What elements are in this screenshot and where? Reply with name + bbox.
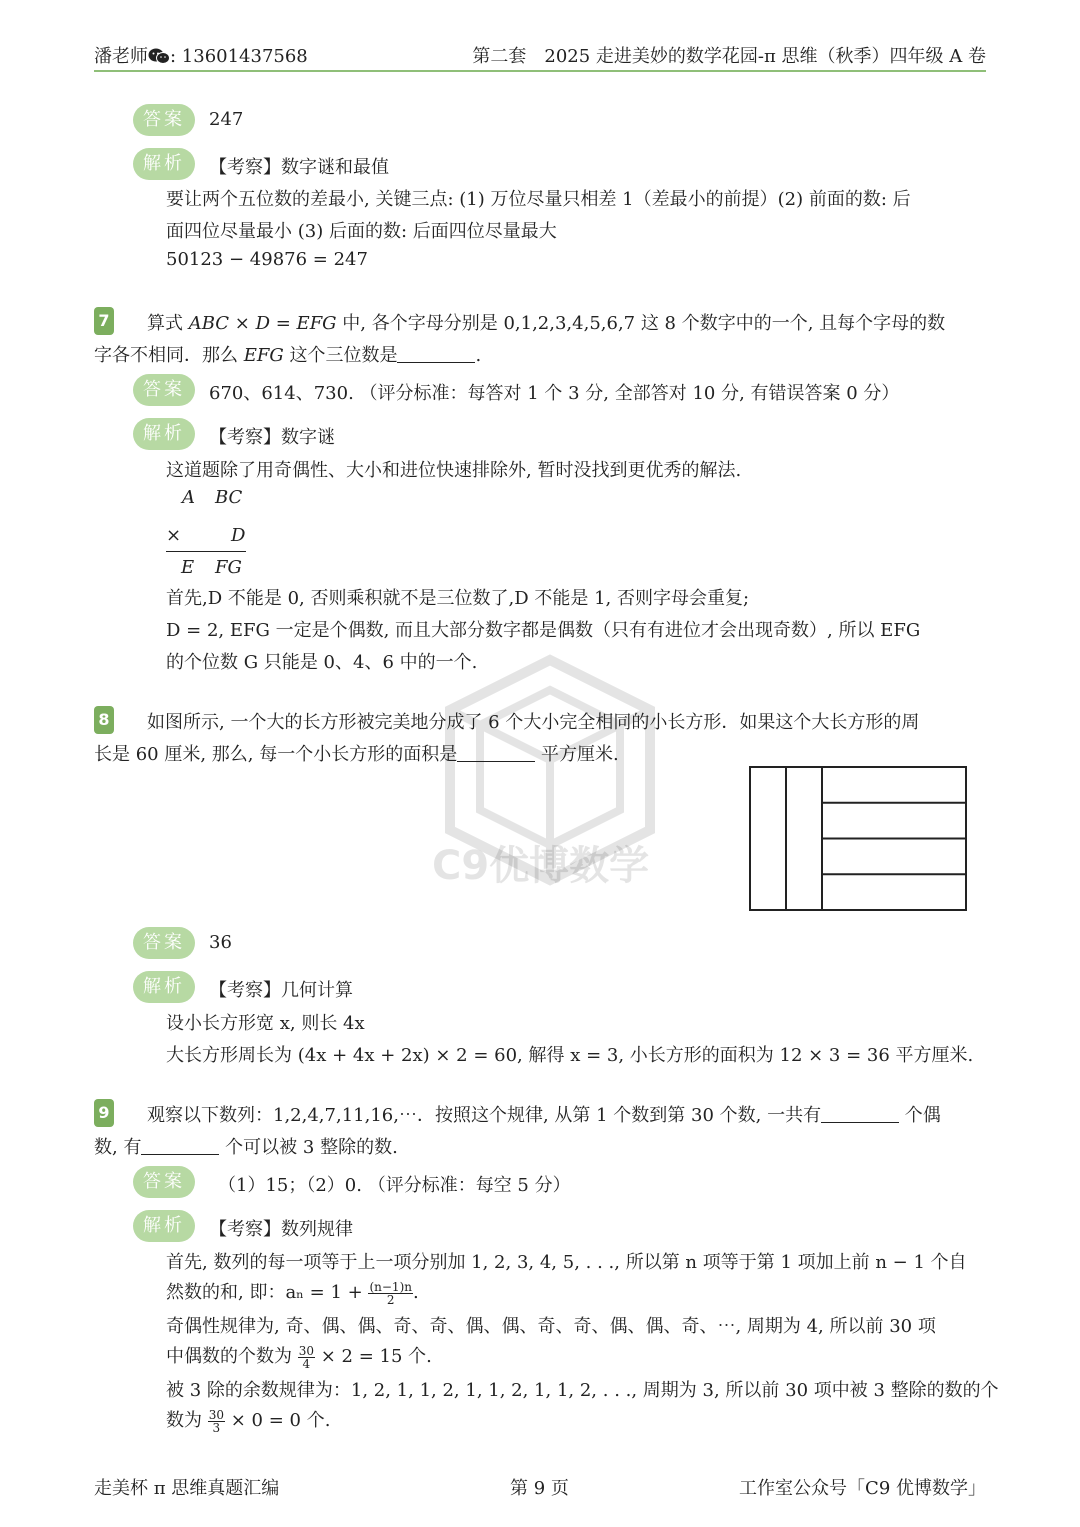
q6-analysis-line: 50123 − 49876 = 247: [166, 249, 368, 270]
answer-pill: 答案: [133, 927, 195, 959]
q7-analysis-line: 的个位数 G 只能是 0、4、6 中的一个.: [166, 652, 478, 673]
q8-analysis-line: 大长方形周长为 (4x + 4x + 2x) × 2 = 60, 解得 x = 3, 小长方形的面积为 12 × 3 = 36 平方厘米.: [166, 1045, 974, 1066]
question-number-9: 9: [94, 1099, 114, 1127]
q8-text-line1: 如图所示, 一个大的长方形被完美地分成了 6 个大小完全相同的小长方形．如果这个大长方形的周: [147, 712, 920, 733]
q9-text-line2: 数, 有 个可以被 3 整除的数.: [94, 1137, 398, 1158]
fraction: $\frac{(n-1)n}{2}$: [369, 1279, 412, 1307]
answer-pill: 答案: [133, 1166, 195, 1198]
q9-answer: （1）15；（2）0. （评分标准：每空 5 分）: [218, 1175, 571, 1196]
q6-analysis-line: 要让两个五位数的差最小, 关键三点: (1) 万位尽量只相差 1（差最小的前提）(2) 前面的数: 后: [166, 189, 911, 210]
q9-analysis-line: 中偶数的个数为 $\frac{30}{4}$ × 2 = 15 个.: [166, 1343, 432, 1371]
page-footer: [94, 1474, 986, 1500]
wechat-icon: [148, 48, 170, 64]
fraction: $\frac{30}{4}$: [298, 1343, 315, 1371]
question-number-7: 7: [94, 307, 114, 335]
footer-right: 工作室公众号「C9 优博数学」: [739, 1478, 986, 1499]
q7-answer: 670、614、730. （评分标准：每答对 1 个 3 分, 全部答对 10 分, 有错误答案 0 分）: [209, 383, 900, 404]
q7-text-line2: 字各不相同．那么 EFG 这个三位数是 .: [94, 345, 482, 366]
q7-analysis-line: 这道题除了用奇偶性、大小和进位快速排除外, 暂时没找到更优秀的解法.: [166, 460, 742, 481]
q9-topic: 【考察】数列规律: [209, 1219, 353, 1240]
header-title: 第二套 2025 走进美妙的数学花园-π 思维（秋季）四年级 A 卷: [472, 46, 986, 67]
q9-text-line1: 观察以下数列：1,2,4,7,11,16,⋯．按照这个规律, 从第 1 个数到第 30 个数, 一共有 个偶: [147, 1105, 941, 1126]
q8-analysis-line: 设小长方形宽 x, 则长 4x: [166, 1013, 365, 1034]
analysis-pill: 解析: [133, 971, 195, 1003]
question-number-8: 8: [94, 706, 114, 734]
page-header: [94, 42, 986, 70]
q8-answer: 36: [209, 932, 232, 953]
header-contact: [94, 42, 308, 68]
q6-topic: 【考察】数字谜和最值: [209, 157, 389, 178]
answer-blank: [141, 1153, 219, 1155]
q7-formula: ABC × D = EFG: [188, 313, 337, 334]
q8-text-line2: 长是 60 厘米, 那么, 每一个小长方形的面积是 平方厘米.: [94, 744, 619, 765]
q7-analysis-line: 首先,D 不能是 0, 否则乘积就不是三位数了,D 不能是 1, 否则字母会重复;: [166, 588, 750, 609]
teacher-name: 潘老师: [94, 46, 148, 67]
multiplication-rule: [166, 551, 246, 552]
q9-analysis-line: 被 3 除的余数规律为：1, 2, 1, 1, 2, 1, 1, 2, 1, 1, 2, . . ., 周期为 3, 所以前 30 项中被 3 整除的数的个: [166, 1380, 999, 1401]
answer-blank: [821, 1121, 899, 1123]
page-number: 第 9 页: [510, 1478, 569, 1499]
q7-text-line1: 算式 ABC × D = EFG 中, 各个字母分别是 0,1,2,3,4,5,6,7 这 8 个数字中的一个, 且每个字母的数: [147, 313, 946, 334]
answer-pill: 答案: [133, 374, 195, 406]
header-divider: [94, 70, 986, 72]
rectangle-figure: [748, 765, 968, 912]
watermark-text: C9优博数学: [432, 843, 650, 889]
analysis-pill: 解析: [133, 148, 195, 180]
footer-left: 走美杯 π 思维真题汇编: [94, 1478, 280, 1499]
answer-pill: 答案: [133, 104, 195, 136]
q6-analysis-line: 面四位尽量最小 (3) 后面的数: 后面四位尽量最大: [166, 221, 557, 242]
q7-topic: 【考察】数字谜: [209, 427, 335, 448]
answer-blank: [457, 760, 535, 762]
answer-blank: [397, 361, 475, 363]
analysis-pill: 解析: [133, 418, 195, 450]
q7-analysis-line: D = 2, EFG 一定是个偶数, 而且大部分数字都是偶数（只有有进位才会出现奇数）, 所以 EFG: [166, 620, 921, 641]
q9-analysis-line: 数为 $\frac{30}{3}$ × 0 = 0 个.: [166, 1407, 331, 1435]
analysis-pill: 解析: [133, 1210, 195, 1242]
fraction: $\frac{30}{3}$: [208, 1407, 225, 1435]
q6-answer: 247: [209, 109, 244, 130]
q9-analysis-line: 然数的和, 即：aₙ = 1 + $\frac{(n-1)n}{2}$ .: [166, 1279, 419, 1307]
q9-analysis-line: 首先, 数列的每一项等于上一项分别加 1, 2, 3, 4, 5, . . ., 所以第 n 项等于第 1 项加上前 n − 1 个自: [166, 1252, 967, 1273]
q9-analysis-line: 奇偶性规律为, 奇、偶、偶、奇、奇、偶、偶、奇、奇、偶、偶、奇、⋯, 周期为 4, 所以前 30 项: [166, 1316, 936, 1337]
phone-number: : 13601437568: [170, 46, 308, 67]
q8-topic: 【考察】几何计算: [209, 980, 353, 1001]
